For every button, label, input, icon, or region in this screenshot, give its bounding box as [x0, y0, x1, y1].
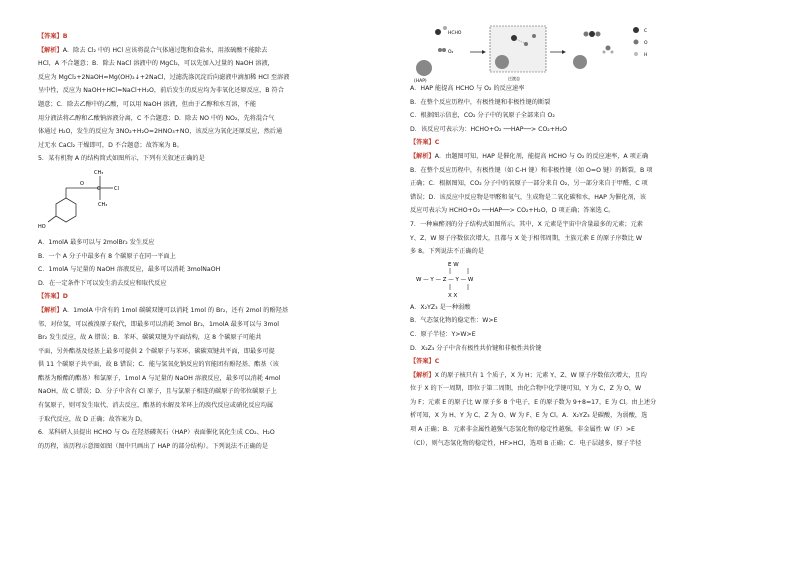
- text-line: Br₂ 发生反应，故 A 错误；B．苯环、碳碳双键为平面结构，这 8 个碳原子可能共: [38, 334, 262, 342]
- question-7-stem: [410, 218, 755, 259]
- o2-label: O₂: [448, 50, 454, 55]
- cl-label: Cl: [114, 185, 119, 192]
- question-5-stem: 5．某有机物 A 的结构简式如图所示，下列有关叙述正确的是: [38, 155, 205, 163]
- text-line: 用分液法将乙醇和乙酸钠溶液分离，C 不合题意；D．除去 NO 中的 NO₂，先将混合气: [38, 114, 275, 122]
- question-6-options: [410, 82, 755, 136]
- text-line: 【解析】A．1molA 中含有的 1mol 碳碳双键可以消耗 1mol 的 Br₂，还有 2mol 的酚羟基: [38, 306, 289, 314]
- text-line: 体通过 H₂O，发生的反应为 3NO₂+H₂O=2HNO₃+NO，该反应为氧化还原反应，然后通: [38, 128, 283, 136]
- option-d: D．在一定条件下可以发生消去反应和取代反应: [38, 279, 167, 287]
- option-a: A．HAP 能提高 HCHO 与 O₂ 的反应速率: [410, 85, 525, 92]
- text-line: 多 8。下列说法不正确的是: [410, 248, 484, 256]
- text-line: 邻、对位氢，可以被溴原子取代，即最多可以消耗 3mol Br₂，1molA 最多可以与 3mol: [38, 320, 280, 328]
- text-line: 7．一种麻醉剂的分子结构式如图所示。其中，X 元素是宇宙中含量最多的元素；元素: [410, 220, 643, 228]
- legend-c-label: C: [644, 29, 648, 34]
- oxygen-legend-icon: [634, 40, 639, 45]
- text-line: 【解析】X 的原子核只有 1 个质子，X 为 H；元素 Y、Z、W 原子序数依次增大，且均: [410, 371, 647, 379]
- text-line: 【解析】A．除去 Cl₂ 中的 HCl 应该将混合气体通过饱和食盐水，用浓硫酸不能除去: [38, 46, 268, 54]
- text-line: （Cl），则气态氢化物的稳定性，HF>HCl，选项 B 正确；C．电子层越多，原子半径: [410, 439, 642, 447]
- formula-middle: W — Y — Z — Y — W: [416, 276, 474, 283]
- option-c: C．根据图示信息，CO₂ 分子中的氧原子全部来自 O₂: [410, 112, 555, 120]
- legend-o-label: O: [644, 41, 648, 46]
- explanation-tag: 【解析】: [410, 152, 435, 160]
- text-line: 供 11 个碳原子共平面，故 B 错误；C．能与氢氧化钠反应的官能团有酚羟基、酯基（该: [38, 361, 279, 369]
- hydrogen-legend-icon: [634, 52, 638, 56]
- carbon-legend-icon: [633, 27, 639, 33]
- text-line: HCl，A 不合题意；B．除去 NaCl 溶液中的 MgCl₂，可以先加入过量的 NaOH 溶液，: [38, 60, 274, 68]
- formula-top: E W: [448, 261, 459, 268]
- answer-q5: 【答案】D: [38, 293, 68, 301]
- explanation-q5: [38, 304, 383, 426]
- text-line: 位于 X 的下一周期，即位于第二周期，由化合物中化学键可知，Y 为 C，Z 为 O，W: [410, 385, 642, 393]
- hap-sphere-icon: [416, 60, 432, 76]
- option-a: A．1molA 最多可以与 2molBr₂ 发生反应: [38, 238, 155, 246]
- organic-structure-diagram: [38, 166, 158, 236]
- answer-q7: 【答案】C: [410, 358, 440, 366]
- text-line: 的历程，该历程示意图如图（图中只画出了 HAP 的部分结构）。下列说法不正确的是: [38, 442, 269, 450]
- option-c: C．原子半径：Y>W>E: [410, 330, 476, 338]
- text-line: NaOH，故 C 错误；D．分子中含有 Cl 原子，且与氯原子相连的碳原子的邻位碳原子上: [38, 388, 277, 396]
- text-line: 于取代反应，故 D 正确；故答案为 D。: [38, 415, 147, 423]
- text-line: 正确；C．根据图知，CO₂ 分子中的氧原子一部分来自 O₂，另一部分来自于甲醛，C 项: [410, 180, 648, 188]
- hcho-label: HCHO: [448, 31, 462, 36]
- left-column: [38, 30, 383, 453]
- formula-bottom: X X: [448, 292, 458, 299]
- answer-q6: 【答案】C: [410, 139, 440, 147]
- structure-figure-a: [38, 166, 383, 236]
- option-b: B．一个 A 分子中最多有 8 个碳原子在同一平面上: [38, 252, 176, 260]
- text-line: 6．某科研人员提出 HCHO 与 O₂ 在羟基磷灰石（HAP）表面催化氧化生成 CO₂、H₂O: [38, 429, 275, 437]
- text-line: 题意；C．除去乙醇中的乙酸，可以用 NaOH 溶液，但由于乙醇和水互溶，不能: [38, 100, 257, 108]
- ho-label: HO: [38, 223, 46, 230]
- text-line: Y、Z、W 原子序数依次增大，且都与 X 处于相邻周期，主族元素 E 的原子序数比 W: [410, 234, 643, 242]
- right-column: [410, 30, 755, 450]
- text-line: 呈中性，反应为 NaOH+HCl=NaCl+H₂O，前后发生的反应均为非氧化还原反应，B 符合: [38, 87, 284, 95]
- question-7-options: [410, 301, 755, 355]
- answer-q4: 【答案】B: [38, 33, 68, 40]
- ch3-label: CH₃: [94, 169, 104, 176]
- option-c: C．1molA 与足量的 NaOH 溶液反应，最多可以消耗 3molNaOH: [38, 266, 221, 274]
- text-line: 平面，另外酯基及烃基上最多可提供 2 个碳原子与苯环、碳碳双键共平面，即最多可提: [38, 347, 275, 355]
- text-line: 反应为 MgCl₂+2NaOH=Mg(OH)₂↓+2NaCl，过滤洗涤沉淀后向滤液中滴加稀 HCl 至溶液: [38, 73, 290, 81]
- structural-formula-diagram: [410, 259, 510, 301]
- reaction-diagram: [410, 22, 755, 82]
- text-line: 析可知，X 为 H、Y 为 C、Z 为 O、W 为 F、E 为 Cl。A．X₂YZ₃ 是碳酸，为弱酸，选: [410, 412, 648, 420]
- explanation-q4: [38, 44, 383, 153]
- text-line: B．在整个反应历程中，有极性键（如 C-H 键）和非极性键（如 O=O 键）的断裂，B 项: [410, 166, 653, 174]
- option-d: D．该反应可表示为：HCHO+O₂ ──HAP──> CO₂+H₂O: [410, 125, 567, 133]
- explanation-q7: [410, 369, 755, 451]
- legend-h-label: H: [644, 53, 648, 58]
- option-b: B．气态氢化物的稳定性：W>E: [410, 317, 498, 325]
- text-line: 反应可表示为 HCHO+O₂ ──HAP──> CO₂+H₂O，D 项正确；答案选 C。: [410, 207, 615, 215]
- text-line: 错误；D．该反应中反应物是甲醛和氧气，生成物是二氧化碳和水，HAP 为催化剂，该: [410, 193, 646, 201]
- question-6-stem: [38, 426, 383, 453]
- text-line: 有氢原子，则可发生取代、消去反应，酯基的水解及苯环上的溴代反应或硝化反应均属: [38, 402, 274, 410]
- option-b: B．在整个反应历程中，有极性键和非极性键的断裂: [410, 98, 551, 106]
- arrow-icon: [562, 50, 566, 54]
- explanation-tag: 【解析】: [410, 371, 435, 379]
- hap-label: (HAP): [414, 79, 427, 84]
- transition-state-label: 过渡态: [508, 76, 520, 81]
- explanation-tag: 【解析】: [38, 46, 63, 54]
- c-label: C: [97, 185, 101, 192]
- o-label: O: [80, 180, 84, 187]
- text-line: 项 A 正确；B．元素非金属性越强气态氢化物的稳定性越强，非金属性 W（F）>E: [410, 426, 635, 434]
- anesthetic-structure-formula: [410, 259, 755, 301]
- text-line: 【解析】A．由题图可知，HAP 是催化剂，能提高 HCHO 与 O₂ 的反应速率，A 项正确: [410, 152, 649, 160]
- hap-mechanism-diagram: [410, 22, 670, 84]
- arrow-icon: [482, 50, 486, 54]
- text-line: 酯基为酚酯的酯基）和氯原子，1mol A 与足量的 NaOH 溶液反应，最多可以消耗 4mol: [38, 374, 281, 382]
- option-d: D．X₂Z₃ 分子中含有极性共价键和非极性共价键: [410, 344, 542, 352]
- explanation-q6: [410, 150, 755, 218]
- text-line: 过无水 CaCl₂ 干燥即可，D 不合题意；故答案为 B。: [38, 141, 183, 149]
- question-5-options: [38, 236, 383, 290]
- option-a: A．X₂YZ₃ 是一种弱酸: [410, 303, 471, 311]
- text-line: 为 F；元素 E 的原子比 W 原子多 8 个电子，E 的原子数为 9+8=17，E 为 Cl。由上述分: [410, 398, 657, 406]
- ch3-label: CH₃: [98, 201, 108, 208]
- explanation-tag: 【解析】: [38, 306, 63, 314]
